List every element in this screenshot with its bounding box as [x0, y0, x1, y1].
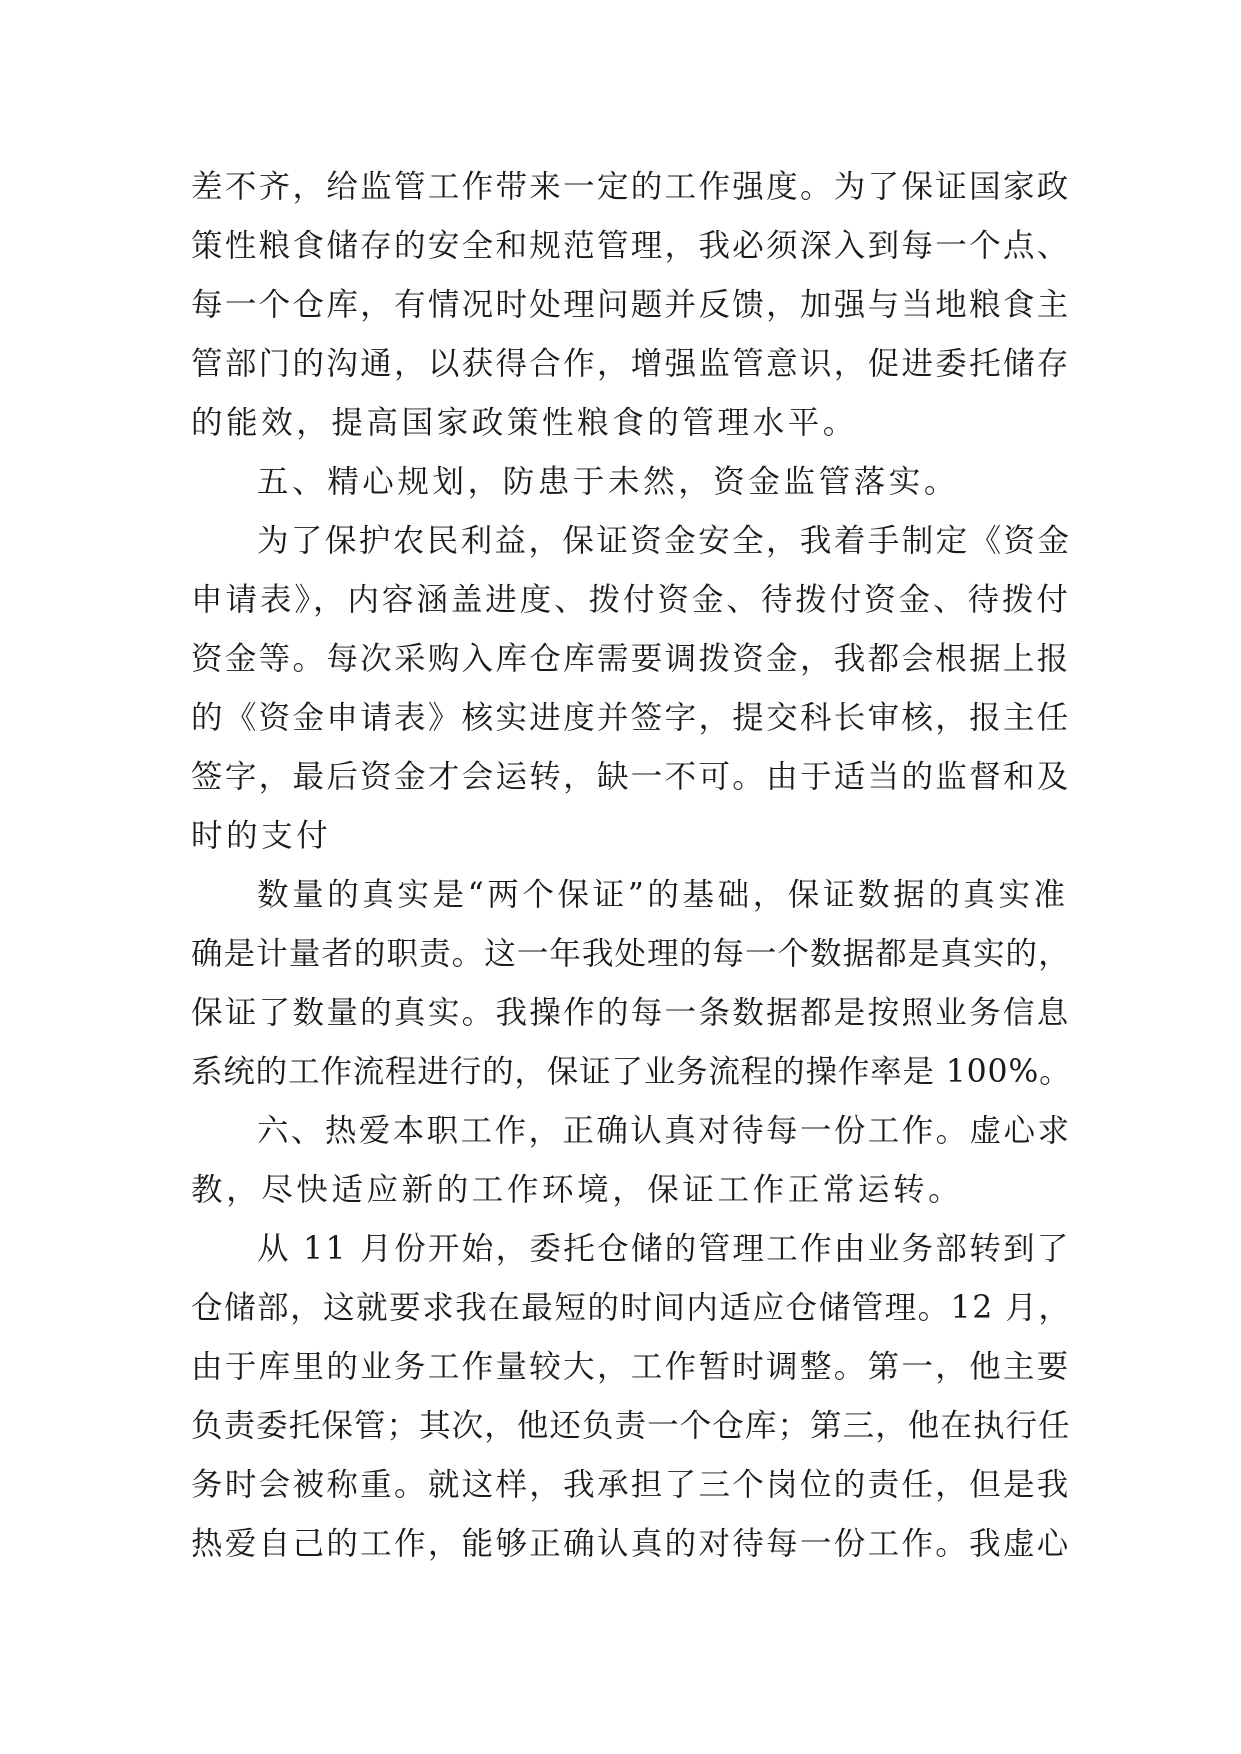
text-line: 负责委托保管；其次，他还负责一个仓库；第三，他在执行任: [191, 1408, 1071, 1444]
text-line: 热爱自己的工作，能够正确认真的对待每一份工作。我虚心: [191, 1526, 1071, 1562]
text-line: 保证了数量的真实。我操作的每一条数据都是按照业务信息: [191, 995, 1071, 1031]
text-line: 的《资金申请表》核实进度并签字，提交科长审核，报主任: [191, 700, 1071, 736]
text-line: 的能效，提高国家政策性粮食的管理水平。: [191, 405, 858, 441]
text-line: 六、热爱本职工作，正确认真对待每一份工作。虚心求: [257, 1113, 1072, 1149]
document-body: [191, 158, 1071, 1574]
text-line: 签字，最后资金才会运转，缺一不可。由于适当的监督和及: [191, 759, 1071, 795]
text-line: 申请表》，内容涵盖进度、拨付资金、待拨付资金、待拨付: [191, 582, 1071, 618]
text-line: 务时会被称重。就这样，我承担了三个岗位的责任，但是我: [191, 1467, 1071, 1503]
text-line: 差不齐，给监管工作带来一定的工作强度。为了保证国家政: [191, 169, 1071, 205]
text-line: 每一个仓库，有情况时处理问题并反馈，加强与当地粮食主: [191, 287, 1071, 323]
text-line: 仓储部，这就要求我在最短的时间内适应仓储管理。12 月，: [191, 1290, 1072, 1326]
text-line: 时的支付: [191, 818, 332, 854]
text-line: 教，尽快适应新的工作环境，保证工作正常运转。: [191, 1172, 964, 1208]
text-line: 管部门的沟通，以获得合作，增强监管意识，促进委托储存: [191, 346, 1071, 382]
text-line: 从 11 月份开始，委托仓储的管理工作由业务部转到了: [257, 1231, 1071, 1267]
text-line: 为了保护农民利益，保证资金安全，我着手制定《资金: [257, 523, 1072, 559]
text-line: 确是计量者的职责。这一年我处理的每一个数据都是真实的，: [191, 936, 1071, 972]
text-line: 五、精心规划，防患于未然，资金监管落实。: [257, 464, 960, 500]
text-line: 资金等。每次采购入库仓库需要调拨资金，我都会根据上报: [191, 641, 1071, 677]
text-line: 系统的工作流程进行的，保证了业务流程的操作率是 100%。: [191, 1054, 1072, 1090]
text-line: 数量的真实是“两个保证”的基础，保证数据的真实准: [257, 877, 1069, 913]
text-line: 由于库里的业务工作量较大，工作暂时调整。第一，他主要: [191, 1349, 1071, 1385]
text-line: 策性粮食储存的安全和规范管理，我必须深入到每一个点、: [191, 228, 1071, 264]
